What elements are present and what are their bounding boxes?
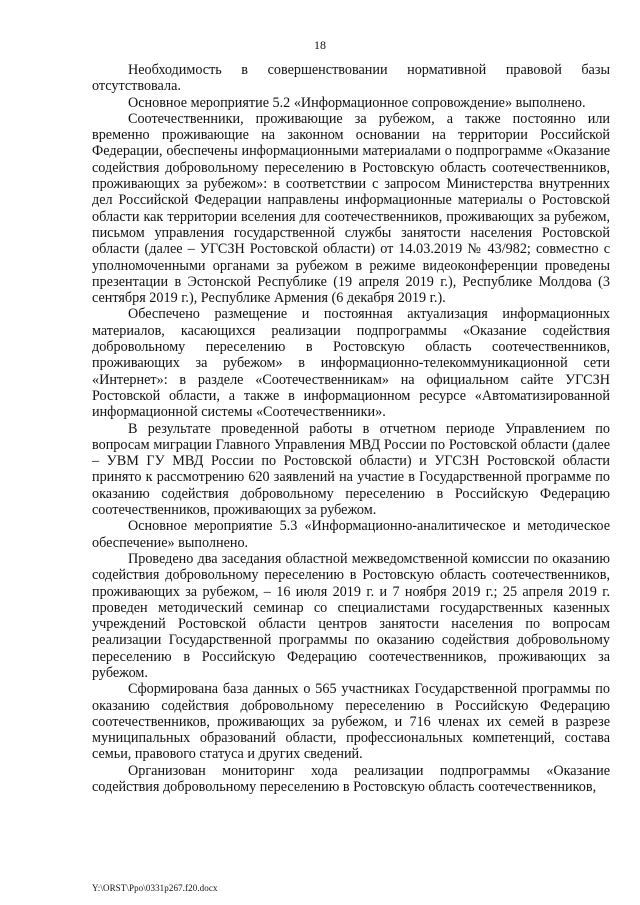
footer-file-path: Y:\ORST\Ppo\0331p267.f20.docx [92, 883, 218, 893]
paragraph: Основное мероприятие 5.3 «Информационно-аналитическое и методическое обеспечение» выполнено. [92, 518, 610, 551]
paragraph: В результате проведенной работы в отчетном периоде Управлением по вопросам миграции Главного Управления МВД России по Ростовской области (далее – УВМ ГУ МВД России по Ростовской области) и УГСЗН Ростовской области принято к рассмотрению 620 заявлений на участие в Государственной программе по оказанию содействия добровольному переселению в Российскую Федерацию соотечественников, проживающих за рубежом. [92, 420, 610, 519]
document-body [92, 62, 610, 795]
page-number: 18 [314, 38, 326, 52]
paragraph: Проведено два заседания областной межведомственной комиссии по оказанию содействия добровольному переселению в Ростовскую область соотечественников, проживающих за рубежом, – 16 июля 2019 г. и 7 ноября 2019 г.; 25 апреля 2019 г. проведен методический семинар со специалистами государственных казенных учреждений Ростовской области центров занятости населения по вопросам реализации Государственной программы по оказанию содействия добровольному переселению в Российскую Федерацию соотечественников, проживающих за рубежом. [92, 550, 610, 681]
paragraph: Сформирована база данных о 565 участниках Государственной программы по оказанию содействия добровольному переселению в Российскую Федерацию соотечественников, проживающих за рубежом, и 716 членах их семей в разрезе муниципальных образований области, профессиональных компетенций, состава семьи, правового статуса и других сведений. [92, 681, 610, 763]
paragraph: Организован мониторинг хода реализации подпрограммы «Оказание содействия добровольному переселению в Ростовскую область соотечественников, [92, 762, 610, 796]
paragraph: Обеспечено размещение и постоянная актуализация информационных материалов, касающихся реализации подпрограммы «Оказание содействия добровольному переселению в Ростовскую область соотечественников, проживающих за рубежом» в информационно-телекоммуникационной сети «Интернет»: в разделе «Соотечественникам» на официальном сайте УГСЗН Ростовской области, а также в информационном ресурсе «Автоматизированной информационной системы «Соотечественники». [92, 306, 610, 421]
paragraph: Соотечественники, проживающие за рубежом, а также постоянно или временно проживающие на законном основании на территории Российской Федерации, обеспечены информационными материалами о подпрограмме «Оказание содействия добровольному переселению в Ростовскую область соотечественников, проживающих за рубежом»: в соответствии с запросом Министерства внутренних дел Российской Федерации направлены информационные материалы о Ростовской области как территории вселения для соотечественников, проживающих за рубежом, письмом управления государственной службы занятости населения Ростовской области (далее – УГСЗН Ростовской области) от 14.03.2019 № 43/982; совместно с уполномоченными органами за рубежом в режиме видеоконференции проведены презентации в Эстонской Республике (19 апреля 2019 г.), Республике Молдова (3 сентября 2019 г.), Республике Армения (6 декабря 2019 г.). [92, 110, 610, 307]
paragraph: Основное мероприятие 5.2 «Информационное сопровождение» выполнено. [128, 94, 586, 111]
paragraph: Необходимость в совершенствовании нормативной правовой базы отсутствовала. [92, 62, 610, 95]
